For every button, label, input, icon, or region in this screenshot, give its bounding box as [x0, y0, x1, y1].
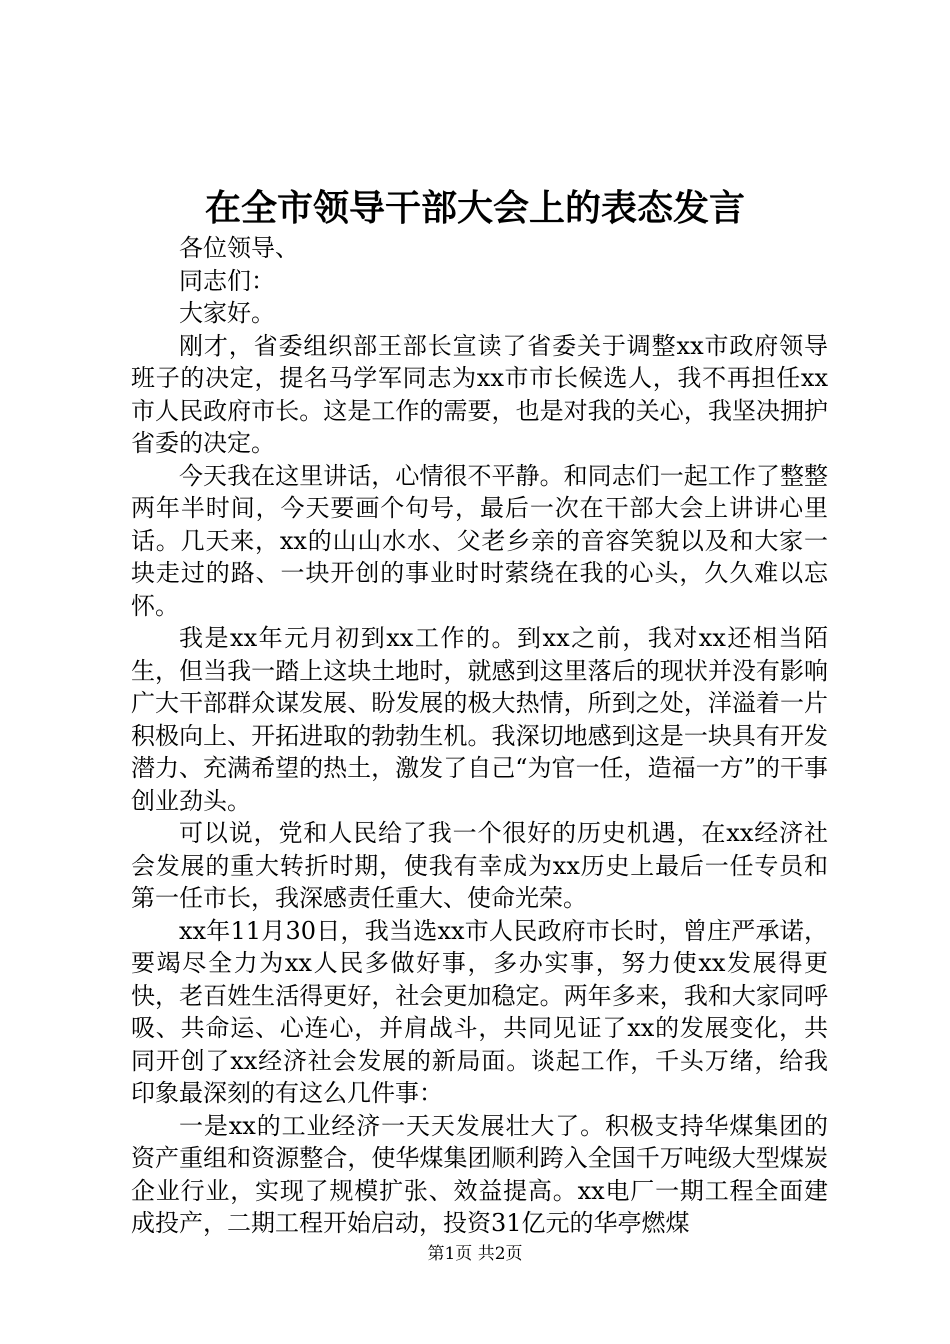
paragraph-feelings: 今天我在这里讲话，心情很不平静。和同志们一起工作了整整两年半时间，今天要画个句号，最后一次在干部大会上讲讲心里话。几天来，xx的山山水水、父老乡亲的音容笑貌以及和大家一块走过的路、一块开创的事业时时萦绕在我的心头，久久难以忘怀。: [131, 461, 828, 620]
salutation-leaders: 各位领导、: [179, 234, 299, 262]
greeting: 大家好。: [179, 299, 275, 327]
document-body: [131, 232, 828, 1240]
paragraph-promise: xx年11月30日，我当选xx市人民政府市长时，曾庄严承诺，要竭尽全力为xx人民多做好事，多办实事，努力使xx发展得更快，老百姓生活得更好，社会更加稳定。两年多来，我和大家同呼吸、共命运、心连心，并肩战斗，共同见证了xx的发展变化，共同开创了xx经济社会发展的新局面。谈起工作，千头万绪，给我印象最深刻的有这么几件事：: [131, 916, 828, 1107]
document-title: 在全市领导干部大会上的表态发言: [204, 187, 745, 229]
salutation-comrades: 同志们：: [179, 266, 275, 295]
paragraph-industry: 一是xx的工业经济一天天发展壮大了。积极支持华煤集团的资产重组和资源整合，使华煤集团顺利跨入全国千万吨级大型煤炭企业行业，实现了规模扩张、效益提高。xx电厂一期工程全面建成投产，二期工程开始启动，投资31亿元的华亭燃煤: [131, 1111, 828, 1237]
paragraph-arrival: 我是xx年元月初到xx工作的。到xx之前，我对xx还相当陌生，但当我一踏上这块土地时，就感到这里落后的现状并没有影响广大干部群众谋发展、盼发展的极大热情，所到之处，洋溢着一片积极向上、开拓进取的勃勃生机。我深切地感到这是一块具有开发潜力、充满希望的热土，激发了自己“为官一任，造福一方”的干事创业劲头。: [131, 624, 828, 815]
paragraph-announcement: 刚才，省委组织部王部长宣读了省委关于调整xx市政府领导班子的决定，提名马学军同志为xx市市长候选人，我不再担任xx市人民政府市长。这是工作的需要，也是对我的关心，我坚决拥护省委的决定。: [131, 331, 828, 457]
paragraph-opportunity: 可以说，党和人民给了我一个很好的历史机遇，在xx经济社会发展的重大转折时期，使我有幸成为xx历史上最后一任专员和第一任市长，我深感责任重大、使命光荣。: [131, 819, 828, 912]
page-footer: 第1页 共2页: [427, 1244, 523, 1264]
